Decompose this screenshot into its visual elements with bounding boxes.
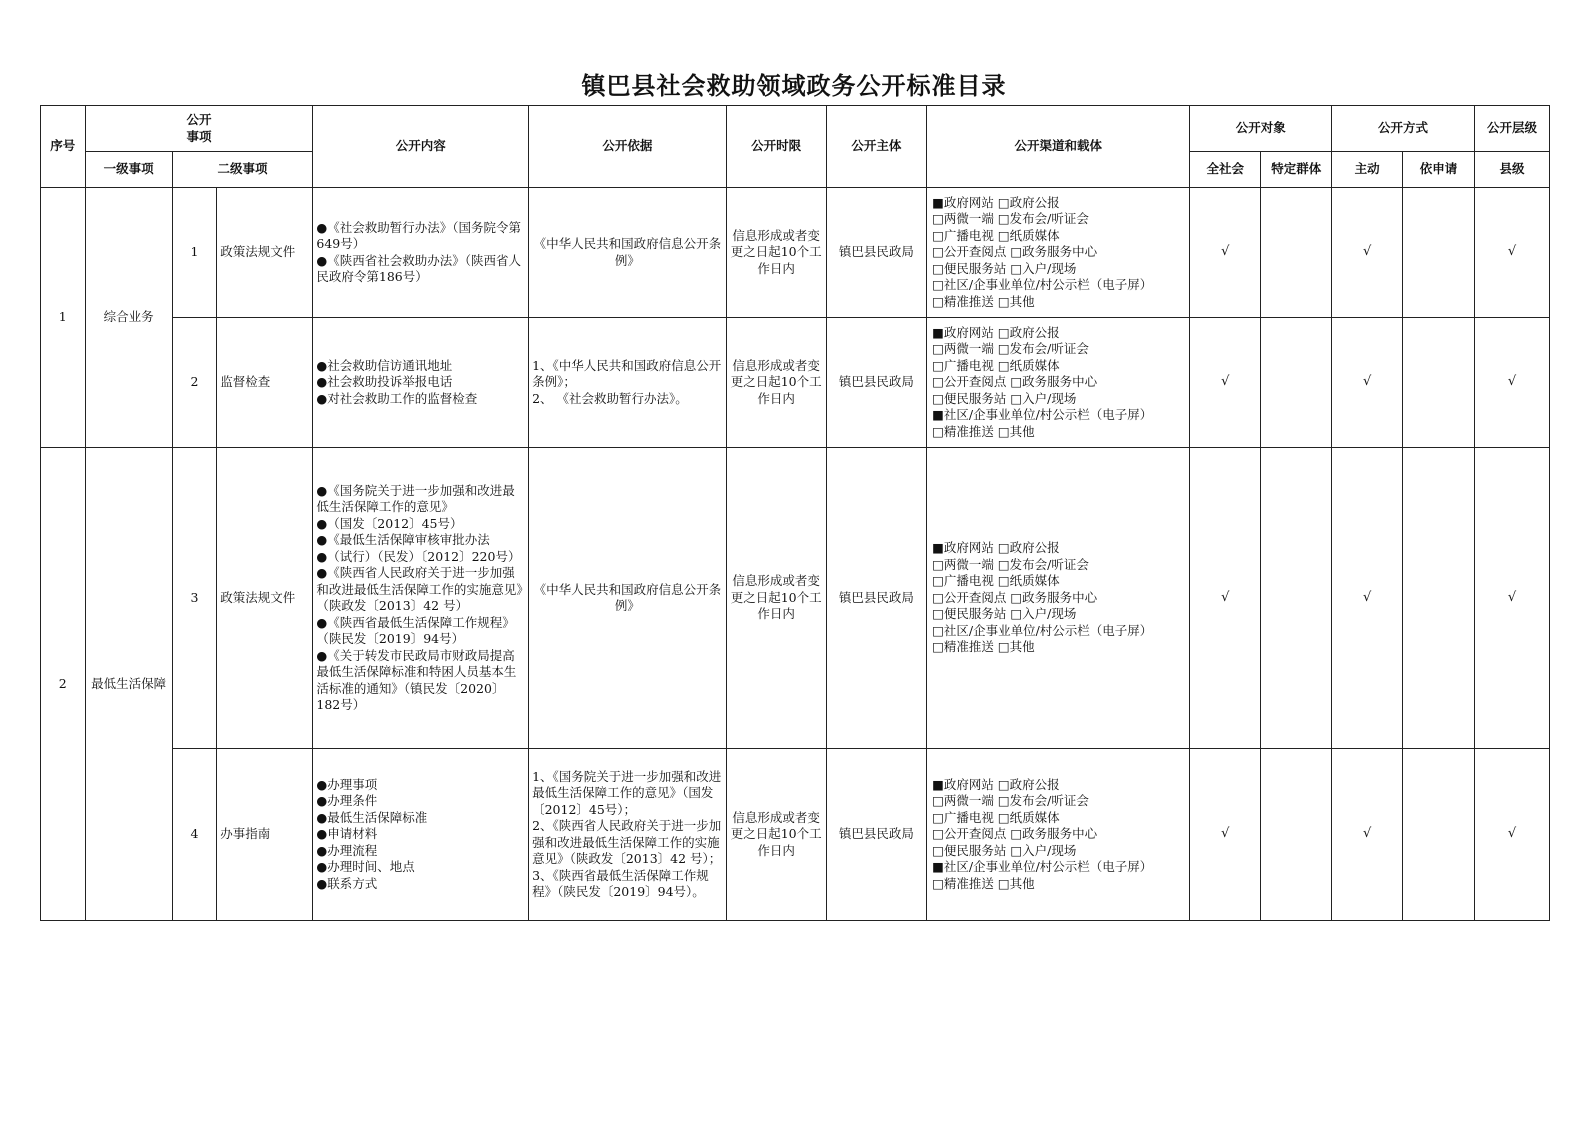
header-subject: 公开主体 [826, 106, 926, 188]
group-name: 最低生活保障 [85, 448, 172, 921]
row-method-request [1403, 318, 1475, 448]
row-no: 3 [172, 448, 217, 749]
row-level-county: √ [1474, 749, 1549, 921]
row-method-active: √ [1332, 448, 1403, 749]
header-target: 公开对象 [1190, 106, 1332, 152]
row-level-county: √ [1474, 448, 1549, 749]
row-item: 政策法规文件 [217, 448, 313, 749]
row-method-active: √ [1332, 749, 1403, 921]
row-target-all: √ [1190, 318, 1261, 448]
row-method-request [1403, 188, 1475, 318]
row-channel: ■政府网站 □政府公报 □两微一端 □发布会/听证会 □广播电视 □纸质媒体 □公开查阅点 □政务服务中心 □便民服务站 □入户/现场 □社区/企事业单位/村公示栏（电子屏） □精准推送 □其他 [927, 448, 1190, 749]
table-row [41, 448, 1550, 749]
row-time-limit: 信息形成或者变更之日起10个工作日内 [726, 318, 826, 448]
row-target-specific [1261, 749, 1332, 921]
header-matter: 公开 事项 [85, 106, 313, 152]
header-level2: 二级事项 [172, 152, 313, 188]
row-content: ●《社会救助暂行办法》（国务院令第649号） ●《陕西省社会救助办法》（陕西省人民政府令第186号） [313, 188, 529, 318]
row-time-limit: 信息形成或者变更之日起10个工作日内 [726, 448, 826, 749]
row-content: ●社会救助信访通讯地址 ●社会救助投诉举报电话 ●对社会救助工作的监督检查 [313, 318, 529, 448]
row-method-request [1403, 448, 1475, 749]
row-subject: 镇巴县民政局 [826, 318, 926, 448]
row-level-county: √ [1474, 188, 1549, 318]
group-seq: 2 [41, 448, 86, 921]
row-basis: 《中华人民共和国政府信息公开条例》 [529, 188, 726, 318]
header-content: 公开内容 [313, 106, 529, 188]
header-level: 公开层级 [1474, 106, 1549, 152]
table-row [41, 749, 1550, 921]
header-method-active: 主动 [1332, 152, 1403, 188]
row-content: ●办理事项 ●办理条件 ●最低生活保障标准 ●申请材料 ●办理流程 ●办理时间、地点 ●联系方式 [313, 749, 529, 921]
row-target-all: √ [1190, 749, 1261, 921]
row-level-county: √ [1474, 318, 1549, 448]
row-basis: 1、《中华人民共和国政府信息公开条例》； 2、 《社会救助暂行办法》。 [529, 318, 726, 448]
group-name: 综合业务 [85, 188, 172, 448]
header-target-all: 全社会 [1190, 152, 1261, 188]
row-no: 1 [172, 188, 217, 318]
row-subject: 镇巴县民政局 [826, 188, 926, 318]
row-channel: ■政府网站 □政府公报 □两微一端 □发布会/听证会 □广播电视 □纸质媒体 □公开查阅点 □政务服务中心 □便民服务站 □入户/现场 ■社区/企事业单位/村公示栏（电子屏） □精准推送 □其他 [927, 749, 1190, 921]
row-subject: 镇巴县民政局 [826, 749, 926, 921]
row-target-all: √ [1190, 188, 1261, 318]
row-no: 4 [172, 749, 217, 921]
row-item: 监督检查 [217, 318, 313, 448]
header-target-specific: 特定群体 [1261, 152, 1332, 188]
header-time-limit: 公开时限 [726, 106, 826, 188]
header-seq: 序号 [41, 106, 86, 188]
row-no: 2 [172, 318, 217, 448]
row-target-specific [1261, 448, 1332, 749]
row-target-specific [1261, 318, 1332, 448]
header-level-county: 县级 [1474, 152, 1549, 188]
row-method-active: √ [1332, 318, 1403, 448]
row-basis: 1、《国务院关于进一步加强和改进最低生活保障工作的意见》（国发〔2012〕45号）； 2、《陕西省人民政府关于进一步加强和改进最低生活保障工作的实施意见》（陕政发〔2013〕42 号）； 3、《陕西省最低生活保障工作规程》（陕民发〔2019〕94号）。 [529, 749, 726, 921]
row-method-request [1403, 749, 1475, 921]
row-channel: ■政府网站 □政府公报 □两微一端 □发布会/听证会 □广播电视 □纸质媒体 □公开查阅点 □政务服务中心 □便民服务站 □入户/现场 □社区/企事业单位/村公示栏（电子屏） □精准推送 □其他 [927, 188, 1190, 318]
header-level1: 一级事项 [85, 152, 172, 188]
catalog-table [40, 105, 1550, 921]
header-method: 公开方式 [1332, 106, 1475, 152]
header-channel: 公开渠道和载体 [927, 106, 1190, 188]
row-method-active: √ [1332, 188, 1403, 318]
page-title: 镇巴县社会救助领域政务公开标准目录 [581, 71, 1007, 100]
row-subject: 镇巴县民政局 [826, 448, 926, 749]
row-channel: ■政府网站 □政府公报 □两微一端 □发布会/听证会 □广播电视 □纸质媒体 □公开查阅点 □政务服务中心 □便民服务站 □入户/现场 ■社区/企事业单位/村公示栏（电子屏） □精准推送 □其他 [927, 318, 1190, 448]
group-seq: 1 [41, 188, 86, 448]
row-content: ●《国务院关于进一步加强和改进最低生活保障工作的意见》 ●（国发〔2012〕45号） ●《最低生活保障审核审批办法 ●（试行）（民发）〔2012〕220号） ●《陕西省人民政府关于进一步加强和改进最低生活保障工作的实施意见》（陕政发〔2013〕42 号） ●《陕西省最低生活保障工作规程》（陕民发〔2019〕94号） ●《关于转发市民政局市财政局提高最低生活保障标准和特困人员基本生活标准的通知》（镇民发〔2020〕182号） [313, 448, 529, 749]
header-basis: 公开依据 [529, 106, 726, 188]
table-row [41, 188, 1550, 318]
row-time-limit: 信息形成或者变更之日起10个工作日内 [726, 188, 826, 318]
row-item: 办事指南 [217, 749, 313, 921]
row-time-limit: 信息形成或者变更之日起10个工作日内 [726, 749, 826, 921]
row-item: 政策法规文件 [217, 188, 313, 318]
row-target-specific [1261, 188, 1332, 318]
row-target-all: √ [1190, 448, 1261, 749]
row-basis: 《中华人民共和国政府信息公开条例》 [529, 448, 726, 749]
table-row [41, 318, 1550, 448]
header-method-request: 依申请 [1403, 152, 1475, 188]
